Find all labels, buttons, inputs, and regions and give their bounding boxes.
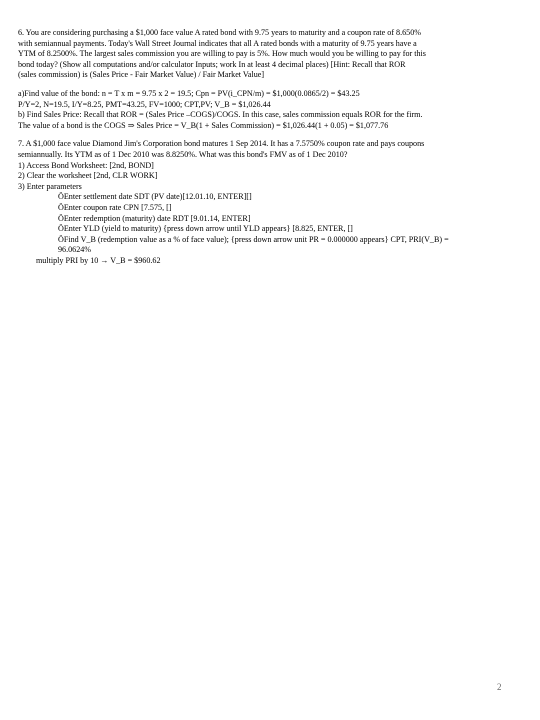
question-7-line: 7. A $1,000 face value Diamond Jim's Corporation bond matures 1 Sep 2014. It has a 7.5750% coupon rate and pays coupons	[18, 139, 425, 149]
param-yield: ÖEnter YLD (yield to maturity) {press down arrow until YLD appears} [8.825, ENTER, []	[58, 224, 353, 234]
question-6-line: (sales commission) is (Sales Price - Fair Market Value) / Fair Market Value]	[18, 70, 265, 80]
spacer	[18, 81, 528, 89]
document-body	[18, 28, 528, 266]
param-find-price-result: 96.0624%	[58, 245, 92, 255]
spacer	[18, 131, 528, 139]
answer-6	[18, 89, 528, 131]
calculator-steps	[18, 161, 528, 193]
param-redemption-date: ÖEnter redemption (maturity) date RDT [9.01.14, ENTER]	[58, 213, 251, 223]
param-find-price: ÖFind V_B (redemption value as a % of face value); {press down arrow unit PR = 0.000000 appears} CPT, PRI(V_B) =	[58, 234, 449, 244]
step-access-worksheet: 1) Access Bond Worksheet: [2nd, BOND]	[18, 160, 154, 170]
question-6-line: with semiannual payments. Today's Wall Street Journal indicates that all A rated bonds with a maturity of 9.75 years have a	[18, 38, 417, 48]
param-coupon-rate: ÖEnter coupon rate CPN [7.575, []	[58, 202, 172, 212]
answer-6-line: The value of a bond is the COGS ⇒ Sales Price = V_B(1 + Sales Commission) = $1,026.44(1 + 0.05) = $1,077.76	[18, 120, 389, 130]
step-enter-parameters: 3) Enter parameters	[18, 181, 82, 191]
question-7-line: semiannually. Its YTM as of 1 Dec 2010 was 8.8250%. What was this bond's FMV as of 1 Dec 2010?	[18, 149, 348, 159]
question-6-line: YTM of 8.2500%. The largest sales commission you are willing to pay is 5%. How much would you be willing to pay for this	[18, 49, 426, 59]
answer-6-line: P/Y=2, N=19.5, I/Y=8.25, PMT=43.25, FV=1000; CPT,PV; V_B = $1,026.44	[18, 99, 271, 109]
parameter-list	[18, 192, 528, 256]
page-number: 2	[497, 682, 502, 692]
multiply-result: multiply PRI by 10 → V_B = $960.62	[36, 255, 161, 265]
answer-6-line: b) Find Sales Price: Recall that ROR = (Sales Price –COGS)/COGS. In this case, sales commission equals ROR for the firm.	[18, 110, 423, 120]
question-6	[18, 28, 528, 81]
question-7	[18, 139, 528, 160]
answer-6-line: a)Find value of the bond: n = T x m = 9.75 x 2 = 19.5; Cpn = PV(i_CPN/m) = $1,000(0.0865/2) = $43.25	[18, 88, 360, 98]
param-settlement-date: ÖEnter settlement date SDT (PV date)[12.01.10, ENTER][]	[58, 192, 252, 202]
step-clear-worksheet: 2) Clear the worksheet [2nd, CLR WORK]	[18, 171, 158, 181]
question-6-line: bond today? (Show all computations and/or calculator Inputs; work In at least 4 decimal places) [Hint: Recall that ROR	[18, 59, 406, 69]
question-6-line: 6. You are considering purchasing a $1,000 face value A rated bond with 9.75 years to maturity and a coupon rate of 8.650%	[18, 28, 422, 37]
